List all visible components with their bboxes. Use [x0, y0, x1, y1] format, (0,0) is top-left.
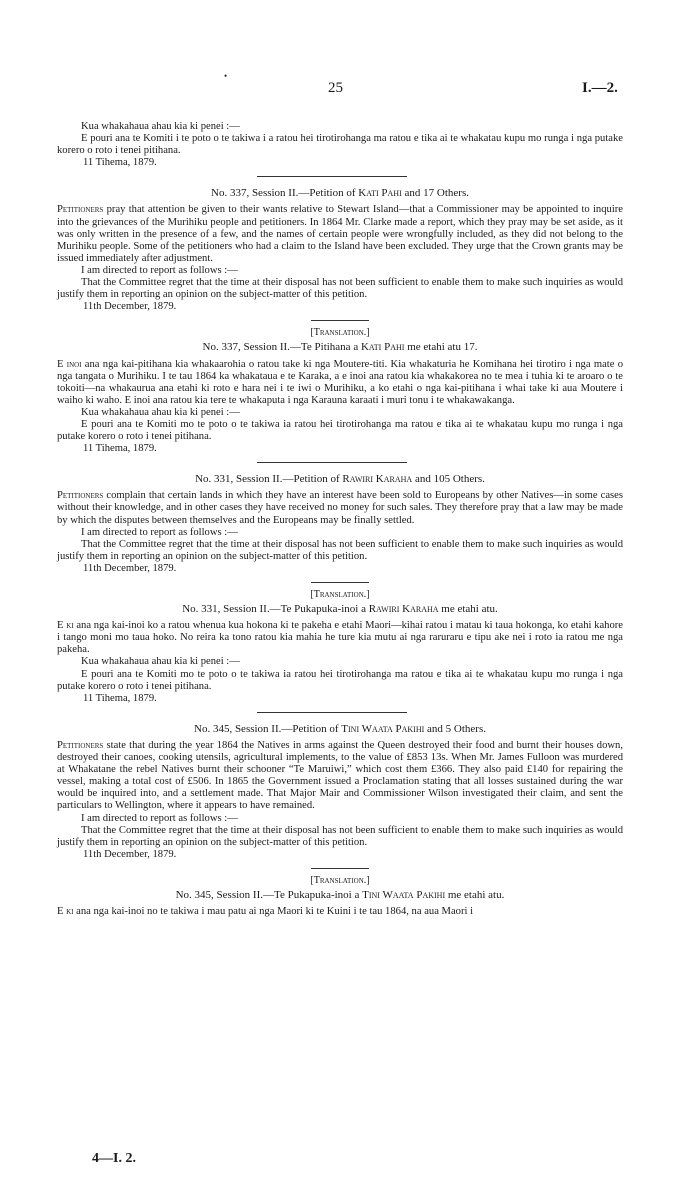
- petition-345-maori-body: E ki ana nga kai-inoi no te takiwa i mau patu ai nga Maori ki te Kuini i te tau 1864, na aua Maori i: [57, 906, 474, 918]
- report-text-maori: E pouri ana te Komiti mo te poto o te takiwa ia ratou hei tirotirohanga ma ratou e tika ai te whakatau kupu mo runga i nga putake korero o roto i tenei pitihana.: [57, 418, 623, 443]
- signature-mark: 4—I. 2.: [92, 1151, 136, 1166]
- section-divider: [257, 712, 407, 713]
- report-intro-maori: Kua whakahaua ahau kia ki penei :—: [81, 121, 240, 132]
- report-text-maori: E pouri ana te Komiti i te poto o te takiwa i a ratou hei tirotirohanga ma ratou e tika ai te whakatau kupu mo runga i nga putake korero o roto i tenei pitihana.: [57, 133, 623, 157]
- report-text: That the Committee regret that the time at their disposal has not been sufficient to enable them to make such inquiries as would justify them in reporting an opinion on the subject-matter of this petition.: [57, 538, 623, 562]
- translation-heading: [Translation.]: [310, 874, 370, 886]
- report-date: 11 Tihema, 1879.: [83, 692, 157, 704]
- petition-345-body: Petitioners state that during the year 1864 the Natives in arms against the Queen destroyed their food and burnt their houses down, destroyed their canoes, cooking utensils, agricultural implements, to the value of £853 13s. When Mr. James Fulloon was murdered at Whakatane the rebel Natives burnt their schooner “Te Maruiwi,” which cost them £366. They also paid £140 for repairing the vessel, making a total cost of £506. In 1865 the Government issued a Proclamation stating that all losses sustained during the war would be inquired into, and a settlement made. That Major Mair and Commissioner Wilson investigated their claim, and sent the particulars to Wellington, where it appears to have remained.: [57, 739, 623, 812]
- petition-337-title: No. 337, Session II.—Petition of Kati Pahi and 17 Others.: [211, 187, 469, 200]
- petition-337-maori-body: E inoi ana nga kai-pitihana kia whakaarohia o ratou take ki nga Moutere-titi. Kia whakaturia he Komihana hei tirotiro i nga mate o nga tangata o Murihiku. I te tau 1864 ka whakataua e te Karaka, a e inoi ana ratou kia whakakorea no te mea i tuhia ki te aroaro o te tokoiti—na whakaurua ana etahi ki roto e hara nei i te iwi o Murihiku, a ko etahi o nga kai-pitihana i whai take ki aua Moutere i waiho ki waho. E inoi ana ratou kia tere te whakaputa i nga Karauna karaati i muri tonu i te whakawakanga.: [57, 358, 623, 406]
- report-date: 11 Tihema, 1879.: [83, 157, 157, 169]
- petition-337-body: Petitioners pray that attention be given to their wants relative to Stewart Island—that a Commissioner may be appointed to inquire into the grievances of the Murihiku people and petitioners. In 1864 Mr. Clarke made a report, which they pray may be set aside, as it was only written in the presence of a few, and the names of certain people were wrongfully included, as they did not belong to the Murihiku people. Some of the petitioners who had a claim to the Island have been excluded. They urge that the Crown grants may be issued immediately after adjustment.: [57, 204, 623, 264]
- report-date: 11 Tihema, 1879.: [83, 443, 157, 455]
- report-date: 11th December, 1879.: [83, 848, 177, 860]
- petition-345-maori-title: No. 345, Session II.—Te Pukapuka-inoi a Tini Waata Pakihi me etahi atu.: [175, 888, 505, 901]
- printer-mark: •: [224, 71, 228, 81]
- report-text: That the Committee regret that the time at their disposal has not been sufficient to enable them to make such inquiries as would justify them in reporting an opinion on the subject-matter of this petition.: [57, 824, 623, 848]
- petition-331-maori-body: E ki ana nga kai-inoi ko a ratou whenua kua hokona ki te pakeha e etahi Maori—kihai ratou i matau ki taua hokonga, ko etahi kahore i tango moni mo taua hoko. No reira ka tono ratou kia mahia he ture kia mutu ai nga raruraru e tipu ake nei i roto ia ratou me nga pakeha.: [57, 620, 623, 656]
- translation-heading: [Translation.]: [310, 327, 370, 339]
- document-body: [57, 121, 623, 918]
- report-intro: I am directed to report as follows :—: [81, 812, 238, 824]
- petition-331-body: Petitioners complain that certain lands in which they have an interest have been sold to Europeans by other Natives—in some cases without their knowledge, and in other cases they have received no money for such sales. They therefore pray that a law may be made by which the disputes between themselves and the Europeans may be finally settled.: [57, 490, 623, 526]
- report-intro-maori: Kua whakahaua ahau kia ki penei :—: [81, 656, 240, 668]
- report-text-maori: E pouri ana te Komiti mo te poto o te takiwa ia ratou hei tirotirohanga ma ratou e tika ai te whakatau kupu mo runga i nga putake korero o roto i tenei pitihana.: [57, 668, 623, 692]
- section-divider: [257, 462, 407, 463]
- report-date: 11th December, 1879.: [83, 562, 177, 574]
- report-intro: I am directed to report as follows :—: [81, 264, 238, 276]
- page-header: [0, 71, 700, 100]
- section-divider: [311, 320, 369, 321]
- report-date: 11th December, 1879.: [83, 301, 177, 313]
- report-intro-maori: Kua whakahaua ahau kia ki penei :—: [81, 406, 240, 418]
- section-divider: [311, 582, 369, 583]
- document-code: I.—2.: [582, 80, 618, 96]
- translation-heading: [Translation.]: [310, 589, 370, 600]
- section-divider: [257, 176, 407, 177]
- report-intro: I am directed to report as follows :—: [81, 526, 238, 538]
- page-number: 25: [328, 80, 343, 96]
- petition-331-maori-title: No. 331, Session II.—Te Pukapuka-inoi a Rawiri Karaha me etahi atu.: [182, 603, 498, 616]
- petition-337-maori-title: No. 337, Session II.—Te Pitihana a Kati Pahi me etahi atu 17.: [202, 341, 478, 354]
- petition-331-title: No. 331, Session II.—Petition of Rawiri Karaha and 105 Others.: [195, 473, 485, 486]
- petition-345-title: No. 345, Session II.—Petition of Tini Waata Pakihi and 5 Others.: [194, 722, 486, 735]
- report-text: That the Committee regret that the time at their disposal has not been sufficient to enable them to make such inquiries as would justify them in reporting an opinion on the subject-matter of this petition.: [57, 277, 623, 301]
- section-divider: [311, 868, 369, 869]
